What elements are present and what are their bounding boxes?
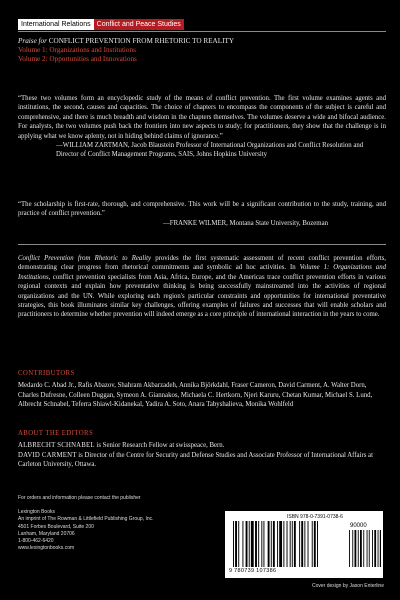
blurb-zartman [18, 94, 386, 160]
barcode-bar [308, 521, 309, 567]
barcode-bar [238, 521, 239, 567]
publisher-line: Lanham, Maryland 20706 [18, 530, 75, 537]
barcode [225, 511, 383, 578]
barcode-bar [273, 521, 275, 567]
barcode-bar [374, 530, 376, 567]
praise-prefix: Praise for [18, 37, 47, 45]
publisher-line: www.lexingtonbooks.com [18, 545, 75, 552]
barcode-bar [299, 521, 300, 567]
price-code: 90000 [350, 523, 367, 529]
blurb-attribution: —FRANKE WILMER, Montana State University, Bozeman [163, 219, 328, 227]
publisher-heading: For orders and information please contact the publisher [18, 495, 141, 501]
book-description [18, 254, 386, 320]
barcode-bar [314, 521, 316, 567]
barcode-bar [372, 530, 373, 567]
barcode-bar [304, 521, 305, 567]
description-title: Conflict Prevention from Rhetoric to Reality [18, 255, 152, 262]
barcode-bar [312, 521, 313, 567]
praise-heading [18, 37, 234, 65]
editor-text: is Senior Research Fellow at swisspeace, Bern. [94, 442, 225, 449]
barcode-bar [255, 521, 257, 567]
barcode-bar [367, 530, 368, 567]
barcode-bar [235, 521, 237, 567]
barcode-bar [246, 521, 248, 567]
barcode-bar [292, 521, 293, 567]
barcode-bar [283, 521, 284, 567]
description-volume: Volume 1: Organizations and Institutions [18, 264, 386, 281]
barcode-bar [369, 530, 370, 567]
barcode-bar [251, 521, 254, 567]
barcode-bar [360, 530, 362, 567]
barcode-bar [268, 521, 270, 567]
barcode-bar [317, 521, 318, 567]
barcode-bar [242, 521, 243, 567]
barcode-bars [231, 521, 381, 567]
blurb-wilmer [18, 200, 386, 228]
barcode-bar [380, 530, 381, 567]
barcode-bar [261, 521, 262, 567]
description-part-1: provides the first systematic assessment of recent conflict prevention efforts, demonstrating clear progress from rhetorical commitments and symbolic ad hoc activities. In [18, 255, 386, 272]
barcode-bar [263, 521, 264, 567]
publisher-line: 1-800-462-6420 [18, 538, 54, 545]
barcode-bar [355, 530, 357, 567]
middle-divider [18, 244, 386, 245]
barcode-bar [277, 521, 278, 567]
barcode-bar [363, 530, 364, 567]
barcode-bar [378, 530, 379, 567]
blurb-attribution: —WILLIAM ZARTMAN, Jacob Blaustein Professor of International Organizations and Conflict Resolution and Director of Conflict Management Programs, SAIS, Johns Hopkins University [56, 142, 364, 159]
praise-title-line [18, 37, 234, 46]
top-divider [18, 31, 386, 32]
volume-1-title: Volume 1: Organizations and Institutions [18, 46, 136, 55]
publisher-line: An imprint of The Rowman & Littlefield Publishing Group, Inc. [18, 516, 154, 523]
blurb-text: “The scholarship is first-rate, thorough, and comprehensive. This work will be a significant contribution to the study, training, and practice of conflict prevention.” [18, 201, 386, 218]
publisher-line: 4501 Forbes Boulevard, Suite 200 [18, 523, 94, 530]
blurb-text: “These two volumes form an encyclopedic study of the means of conflict prevention. The first volume examines agents and institutions, the second, causes and capacities. The choice of chapters to encompass the components of the subject is careful and comprehensive, and there is much breadth and wisdom in the chapters themselves. The volumes deserve a wide and bifocal audience. For analysts, the two volumes push back the frontiers into new aspects to study; for practitioners, they show that the challenge is in applying what we know aplenty, not in hiding behind claims of ignorance.” [18, 95, 386, 140]
barcode-bar [294, 521, 296, 567]
publisher-line: Lexington Books [18, 509, 55, 516]
category-label-international-relations: International Relations [18, 19, 94, 30]
cover-design-credit: Cover design by Jason Enterline [312, 583, 384, 589]
contributors-heading: CONTRIBUTORS [18, 370, 75, 377]
publisher-info [18, 495, 154, 552]
book-title: CONFLICT PREVENTION FROM RHETORIC TO REALITY [48, 37, 235, 45]
editor-bio [18, 451, 386, 470]
barcode-bar [279, 521, 282, 567]
editors-bios [18, 441, 386, 470]
barcode-bar [271, 521, 272, 567]
barcode-bar [258, 521, 259, 567]
editor-bio [18, 441, 386, 451]
barcode-bar [301, 521, 303, 567]
contributors-list: Medardo C. Abad Jr., Rafis Abazov, Shahram Akbarzadeh, Annika Björkdahl, Fraser Cameron, David Carment, A. Walter Dorn, Charles Dufresne, Colleen Duggan, Symeon A. Giannakos, Michaela C. Hertkorn, Njeri Karuru, Chetan Kumar, Michael S. Lund, Albrecht Schnabel, Teferra Shiawl-Kidanekal, Yadira A. Soto, Anara Tabyshalieva, Monika Wohlfeld [18, 382, 373, 409]
barcode-bar [249, 521, 250, 567]
category-labels [18, 19, 184, 30]
barcode-bar [349, 530, 350, 567]
isbn-text: ISBN 978-0-7391-0738-6 [287, 514, 343, 520]
editor-text: is Director of the Centre for Security and Defense Studies and Associate Professor of International Affairs at Carleton University, Ottawa. [18, 451, 373, 469]
editor-name: ALBRECHT SCHNABEL [18, 442, 95, 449]
barcode-bar [233, 521, 234, 567]
barcode-bar [287, 521, 288, 567]
barcode-bar [290, 521, 291, 567]
category-label-conflict-peace: Conflict and Peace Studies [94, 19, 184, 30]
barcode-bar [352, 530, 353, 567]
description-part-2: , conflict prevention specialists from Asia, Africa, Europe, and the Americas trace conflict prevention efforts in various regional contexts and explain how preventative thinking is being successfully mainstreamed into the activities of regional organizations and the UN. While exploring each region's particular constraints and opportunities for international preventative strategies, this book illuminates similar key challenges, offering examples of failures and successes that will enable scholars and practitioners to determine whether prevention will indeed emerge as a core principle of international interaction in the years to come. [18, 273, 386, 319]
editor-name: DAVID CARMENT [18, 451, 77, 459]
barcode-number: 9 780739 107386 [229, 568, 277, 574]
volume-2-title: Volume 2: Opportunities and Innovations [18, 55, 137, 64]
editors-heading: ABOUT THE EDITORS [18, 430, 94, 437]
barcode-bar [358, 530, 359, 567]
